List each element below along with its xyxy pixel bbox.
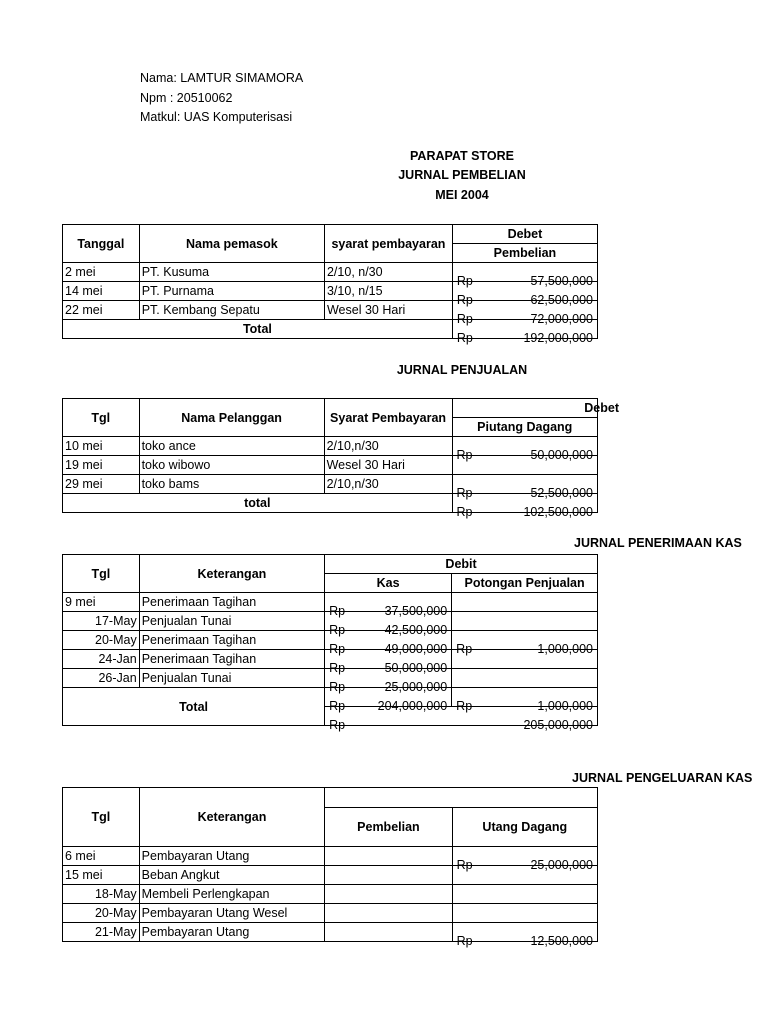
store-title: PARAPAT STORE	[410, 149, 514, 163]
header-payable: Utang Dagang	[452, 807, 597, 846]
header-sales-discount: Potongan Penjualan	[452, 574, 598, 593]
table-row: 2 mei PT. Kusuma 2/10, n/30 Rp 57,500,000	[63, 263, 598, 282]
cash-payments-title: JURNAL PENGELUARAN KAS	[572, 771, 753, 785]
purchase-journal-title: JURNAL PEMBELIAN	[398, 168, 526, 182]
table-row: 10 mei toko ance 2/10,n/30 Rp 50,000,000	[63, 437, 598, 456]
header-terms: syarat pembayaran	[324, 225, 452, 263]
table-row: 20-May Pembayaran Utang Wesel	[63, 904, 598, 923]
table-row: 9 mei Penerimaan Tagihan Rp 37,500,000	[63, 593, 598, 612]
table-row: 20-May Penerimaan Tagihan Rp 49,000,000 Rp 1,000,000	[63, 631, 598, 650]
period-title: MEI 2004	[435, 188, 489, 202]
header-description: Keterangan	[139, 788, 325, 847]
header-terms: Syarat Pembayaran	[324, 399, 452, 437]
header-debit: Debet	[452, 225, 597, 244]
header-debit: Debet	[584, 401, 619, 415]
table-row: 14 mei PT. Purnama 3/10, n/15 Rp 62,500,000	[63, 282, 598, 301]
header-date: Tgl	[63, 788, 140, 847]
header-purchase: Pembelian	[325, 807, 452, 846]
table-row: 19 mei toko wibowo Wesel 30 Hari	[63, 456, 598, 475]
total-row: total Rp 102,500,000	[63, 494, 598, 513]
table-row: 17-May Penjualan Tunai Rp 42,500,000	[63, 612, 598, 631]
table-row: 15 mei Beban Angkut	[63, 866, 598, 885]
header-receivable: Piutang Dagang	[452, 418, 597, 437]
table-row: 24-Jan Penerimaan Tagihan Rp 50,000,000	[63, 650, 598, 669]
header-date: Tgl	[63, 399, 140, 437]
header-supplier: Nama pemasok	[139, 225, 324, 263]
header-purchase: Pembelian	[452, 244, 597, 263]
course-name: Matkul: UAS Komputerisasi	[140, 110, 293, 124]
table-row: 18-May Membeli Perlengkapan	[63, 885, 598, 904]
total-row: Total Rp 204,000,000 Rp 1,000,000	[63, 688, 598, 707]
sales-journal-table	[62, 398, 619, 519]
table-row: 29 mei toko bams 2/10,n/30 Rp 52,500,000	[63, 475, 598, 494]
header-customer: Nama Pelanggan	[139, 399, 324, 437]
table-row: 22 mei PT. Kembang Sepatu Wesel 30 Hari Rp 72,000,000	[63, 301, 598, 320]
table-row: 26-Jan Penjualan Tunai Rp 25,000,000	[63, 669, 598, 688]
total-row: Total Rp 192,000,000	[63, 320, 598, 339]
cash-receipts-title: JURNAL PENERIMAAN KAS	[574, 536, 742, 550]
header-date: Tanggal	[63, 225, 140, 263]
grand-total-row: Rp 205,000,000	[63, 707, 598, 726]
sales-journal-title: JURNAL PENJUALAN	[396, 363, 528, 377]
purchase-journal-table	[62, 224, 598, 345]
header-blank	[325, 788, 598, 808]
header-cash: Kas	[325, 574, 452, 593]
table-row: 21-May Pembayaran Utang Rp 12,500,000	[63, 923, 598, 942]
student-name: Nama: LAMTUR SIMAMORA	[140, 71, 304, 85]
student-npm: Npm : 20510062	[140, 91, 233, 105]
header-description: Keterangan	[139, 555, 324, 593]
table-row: 6 mei Pembayaran Utang Rp 25,000,000	[63, 847, 598, 866]
header-date: Tgl	[63, 555, 140, 593]
cash-payments-table	[62, 787, 598, 948]
cash-receipts-table	[62, 554, 598, 732]
header-debit: Debit	[325, 555, 598, 574]
